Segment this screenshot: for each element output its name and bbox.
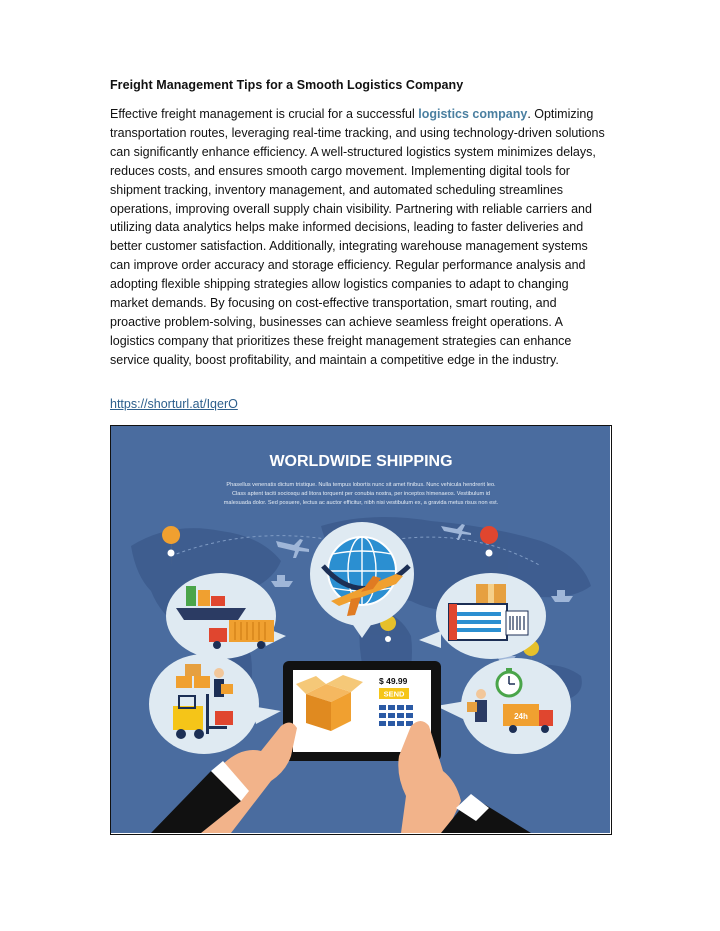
lorem-line: Class aptent taciti sociosqu ad litora torquent per conubia nostra, per inceptos himenaeos. Vestibulum id	[231, 491, 491, 497]
source-url-link[interactable]: https://shorturl.at/IqerO	[110, 397, 238, 411]
send-label: SEND	[383, 689, 405, 699]
lorem-line: malesuada dolor. Sed posuere, lectus ac auctor efficitur, nibh nisi vestibulum ex, a gravida metus risus non est.	[223, 500, 499, 506]
logistics-company-link[interactable]: logistics company	[418, 107, 528, 121]
lorem-line: Phasellus venenatis dictum tristique. Nulla tempus lobortis nunc sit amet finibus. Nunc vehicula hendrerit leo.	[226, 482, 496, 488]
worldwide-shipping-illustration	[110, 425, 612, 835]
article-body	[110, 105, 610, 370]
price-label: $ 49.99	[379, 676, 408, 686]
inventory-screen-icon	[449, 604, 507, 640]
source-link-container	[110, 397, 238, 411]
24h-badge: 24h	[514, 712, 528, 721]
barcode-icon	[506, 611, 528, 635]
parcel-icon	[476, 584, 506, 606]
article-title: Freight Management Tips for a Smooth Logistics Company	[110, 78, 464, 92]
intro-text: Effective freight management is crucial for a successful	[110, 107, 419, 121]
body-text: . Optimizing transportation routes, leveraging real-time tracking, and using technology-driven solutions can significantly enhance efficiency. A well-structured logistics system minimizes delays, reduces costs, and ensures smooth cargo movement. Implementing digital tools for shipment tracking, inventory management, and automated scheduling streamlines operations, improving overall supply chain visibility. Partnering with reliable carriers and utilizing data analytics helps make informed decisions, leading to faster deliveries and better customer satisfaction. Additionally, integrating warehouse management systems can improve order accuracy and storage efficiency. Regular performance analysis and adopting flexible shipping strategies allow logistics companies to adapt to changing market demands. By focusing on cost-effective transportation, smart routing, and proactive problem-solving, businesses can achieve seamless freight operations. A logistics company that prioritizes these freight management strategies can enhance service quality, boost profitability, and maintain a competitive edge in the industry.	[110, 107, 605, 367]
illustration-heading: WORLDWIDE SHIPPING	[269, 453, 453, 470]
